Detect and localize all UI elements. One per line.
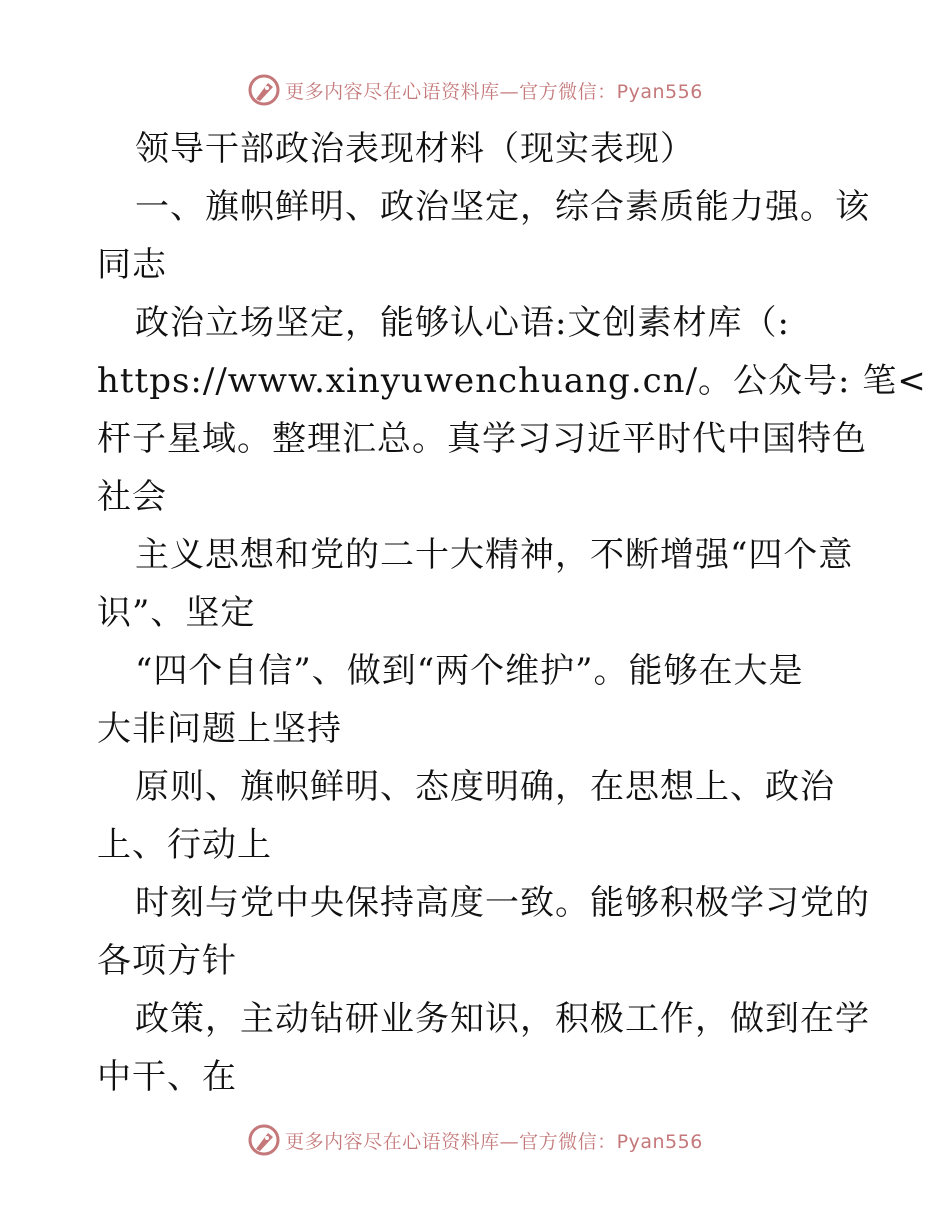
text-line: 上、行动上 [97,825,272,865]
watermark-text: 更多内容尽在心语资料库—官方微信：Pyan556 [285,80,703,103]
text-line: https://www.xinyuwenchuang.cn/。公众号: 笔< [97,361,927,401]
text-line: 政治立场坚定，能够认心语:文创素材库（: [135,303,790,343]
text-line: 同志 [97,245,167,285]
text-line: 一、旗帜鲜明、政治坚定，综合素质能力强。该 [135,187,870,227]
text-line: 各项方针 [97,941,237,981]
text-line: 杆子星域。整理汇总。真学习习近平时代中国特色 [97,419,867,459]
header-watermark [0,70,950,110]
text-line: 原则、旗帜鲜明、态度明确，在思想上、政治 [135,767,835,807]
text-line: 识”、坚定 [97,593,256,633]
text-line: 中干、在 [97,1057,237,1097]
text-line: 大非问题上坚持 [97,709,342,749]
watermark-text: 更多内容尽在心语资料库—官方微信：Pyan556 [285,1130,703,1153]
pen-nib-logo-icon [247,73,281,107]
text-line: “四个自信”、做到“两个维护”。能够在大是 [135,651,804,691]
pen-nib-logo-icon [247,1123,281,1157]
text-line: 时刻与党中央保持高度一致。能够积极学习党的 [135,883,870,923]
text-line: 政策，主动钻研业务知识，积极工作，做到在学 [135,999,870,1039]
footer-watermark [0,1120,950,1160]
text-line: 主义思想和党的二十大精神，不断增强“四个意 [135,535,854,575]
document-body [97,120,927,1106]
text-line: 社会 [97,477,167,517]
text-line: 领导干部政治表现材料（现实表现） [135,129,695,169]
